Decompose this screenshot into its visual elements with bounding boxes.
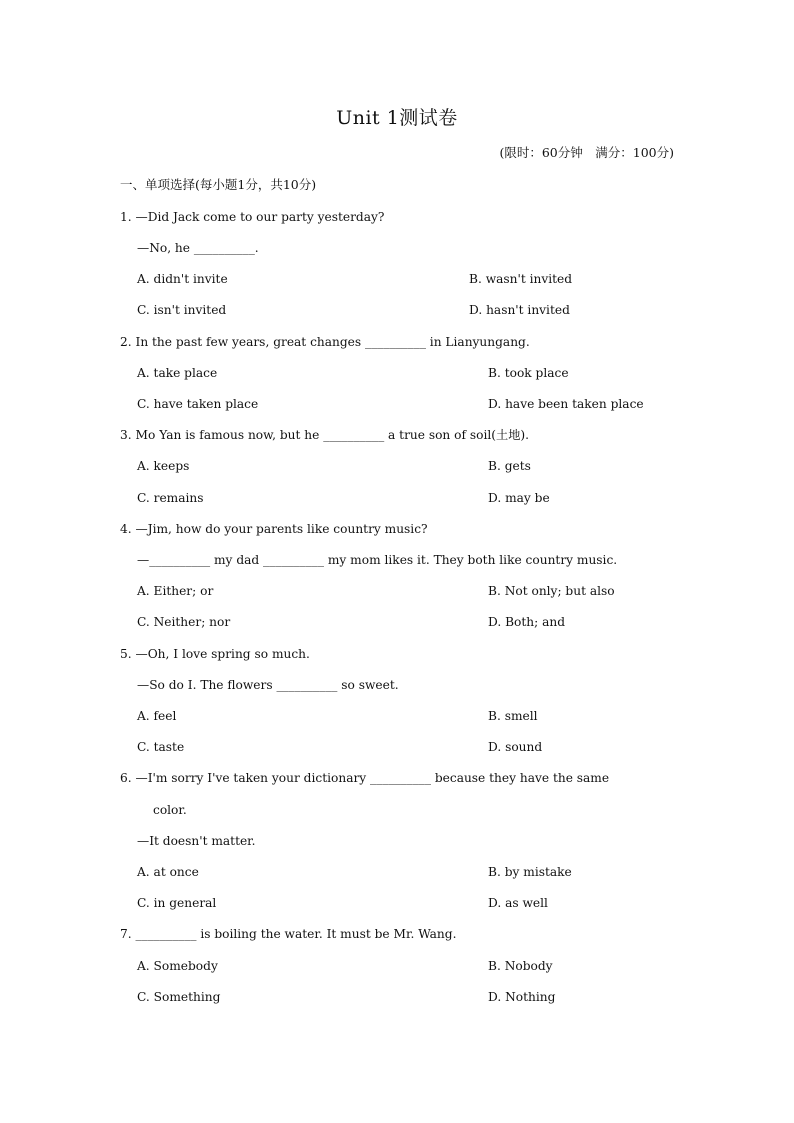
question-4-option-b: B. Not only; but also	[488, 584, 615, 598]
question-6-option-b: B. by mistake	[488, 865, 572, 879]
question-4-option-c: C. Neither; nor	[137, 615, 231, 629]
question-5-response: —So do I. The flowers __________ so sweet.	[137, 678, 399, 692]
question-7-option-c: C. Something	[137, 990, 221, 1004]
question-1-option-c: C. isn't invited	[137, 303, 227, 317]
question-5-option-a: A. feel	[137, 709, 177, 723]
question-1-stem: 1. —Did Jack come to our party yesterday?	[120, 210, 385, 224]
time-score-info: (限时：60分钟 满分：100分)	[499, 145, 674, 160]
question-7-option-b: B. Nobody	[488, 959, 553, 973]
question-6-stem-continued: color.	[153, 803, 187, 817]
question-1-response: —No, he __________.	[137, 241, 259, 255]
question-6-option-c: C. in general	[137, 896, 217, 910]
question-5-option-b: B. smell	[488, 709, 538, 723]
question-4-stem: 4. —Jim, how do your parents like country music?	[120, 522, 428, 536]
question-1-option-a: A. didn't invite	[137, 272, 228, 286]
question-4-option-a: A. Either; or	[137, 584, 214, 598]
question-3-option-c: C. remains	[137, 491, 204, 505]
question-4-option-d: D. Both; and	[488, 615, 566, 629]
question-3-option-a: A. keeps	[137, 459, 190, 473]
question-6-option-d: D. as well	[488, 896, 548, 910]
question-1-option-d: D. hasn't invited	[469, 303, 570, 317]
question-6-option-a: A. at once	[137, 865, 199, 879]
question-5-option-d: D. sound	[488, 740, 543, 754]
question-5-option-c: C. taste	[137, 740, 185, 754]
question-6-stem: 6. —I'm sorry I've taken your dictionary __________ because they have the same	[120, 771, 610, 785]
question-2-stem: 2. In the past few years, great changes __________ in Lianyungang.	[120, 335, 530, 349]
question-3-stem: 3. Mo Yan is famous now, but he __________ a true son of soil(土地).	[120, 428, 530, 442]
question-3-option-d: D. may be	[488, 491, 550, 505]
question-2-option-c: C. have taken place	[137, 397, 259, 411]
question-1-option-b: B. wasn't invited	[469, 272, 573, 286]
question-7-option-a: A. Somebody	[137, 959, 218, 973]
question-4-response: —__________ my dad __________ my mom likes it. They both like country music.	[137, 553, 618, 567]
page-title: Unit 1测试卷	[336, 107, 458, 129]
question-2-option-d: D. have been taken place	[488, 397, 644, 411]
question-5-stem: 5. —Oh, I love spring so much.	[120, 647, 310, 661]
question-2-option-a: A. take place	[137, 366, 218, 380]
section-heading: 一、单项选择(每小题1分，共10分)	[120, 177, 317, 192]
question-7-option-d: D. Nothing	[488, 990, 556, 1004]
question-7-stem: 7. __________ is boiling the water. It must be Mr. Wang.	[120, 927, 457, 941]
question-6-response: —It doesn't matter.	[137, 834, 256, 848]
question-3-option-b: B. gets	[488, 459, 531, 473]
question-2-option-b: B. took place	[488, 366, 569, 380]
